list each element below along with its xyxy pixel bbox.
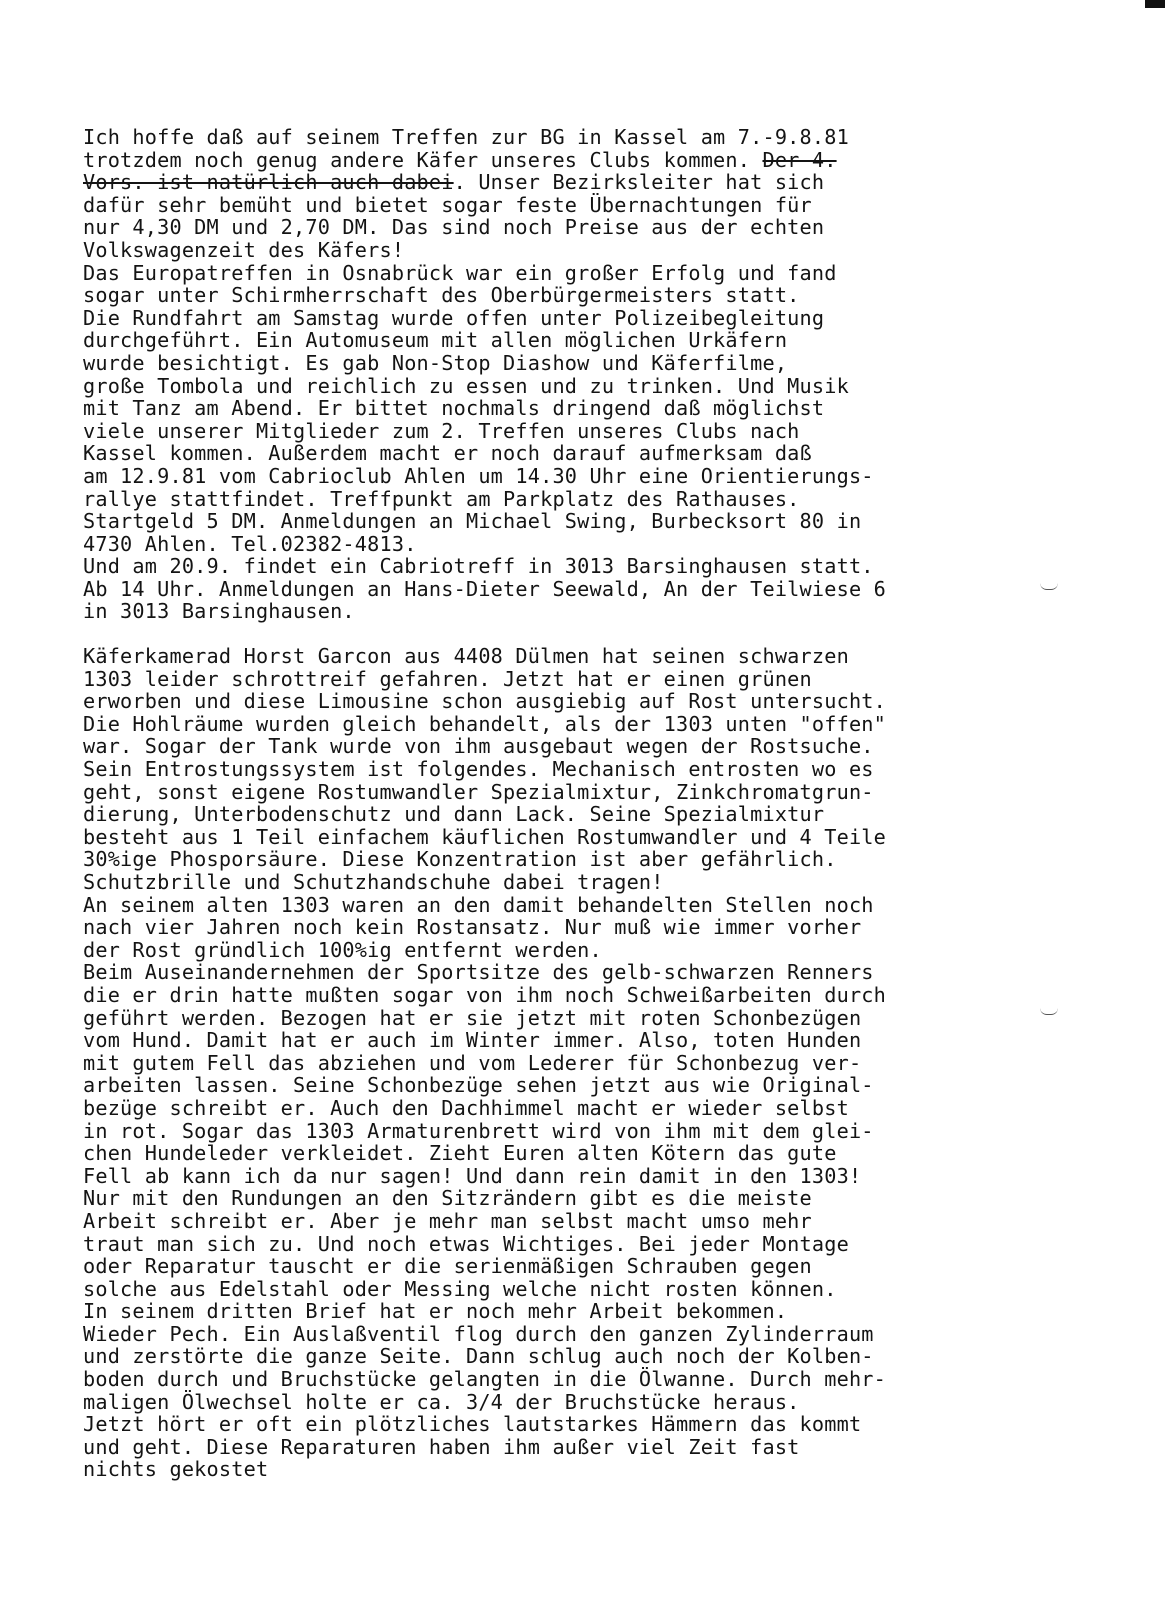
text-line xyxy=(83,262,1153,285)
text-line xyxy=(83,600,1153,623)
text-line xyxy=(83,329,1153,352)
line-text: Ab 14 Uhr. Anmeldungen an Hans-Dieter Seewald, An der Teilwiese 6 xyxy=(83,576,887,601)
text-line xyxy=(83,668,1153,691)
text-line xyxy=(83,352,1153,375)
line-text: mit Tanz am Abend. Er bittet nochmals dringend daß möglichst xyxy=(83,396,825,421)
text-line xyxy=(83,1300,1153,1323)
line-text: geht, sonst eigene Rostumwandler Spezialmixtur, Zinkchromatgrun- xyxy=(83,779,874,804)
line-text: sogar unter Schirmherrschaft des Oberbürgermeisters statt. xyxy=(83,283,800,308)
line-text: 1303 leider schrottreif gefahren. Jetzt hat er einen grünen xyxy=(83,666,812,691)
text-line xyxy=(83,713,1153,736)
line-text: in rot. Sogar das 1303 Armaturenbrett wird von ihm mit dem glei- xyxy=(83,1118,874,1143)
line-text: trotzdem noch genug andere Käfer unseres Clubs kommen. xyxy=(83,147,763,172)
document-body xyxy=(83,126,1153,1481)
line-text: boden durch und Bruchstücke gelangten in die Ölwanne. Durch mehr- xyxy=(83,1367,887,1392)
line-text: in 3013 Barsinghausen. xyxy=(83,599,355,624)
text-line xyxy=(83,984,1153,1007)
line-text: arbeiten lassen. Seine Schonbezüge sehen jetzt aus wie Original- xyxy=(83,1073,874,1098)
text-line xyxy=(83,1120,1153,1143)
text-line xyxy=(83,239,1153,262)
text-line xyxy=(83,939,1153,962)
line-text: An seinem alten 1303 waren an den damit behandelten Stellen noch xyxy=(83,892,874,917)
text-line xyxy=(83,442,1153,465)
text-line xyxy=(83,578,1153,601)
line-text: traut man sich zu. Und noch etwas Wichtiges. Bei jeder Montage xyxy=(83,1231,849,1256)
line-text: chen Hundeleder verkleidet. Zieht Euren alten Kötern das gute xyxy=(83,1141,837,1166)
line-text: bezüge schreibt er. Auch den Dachhimmel macht er wieder selbst xyxy=(83,1095,849,1120)
text-line xyxy=(83,961,1153,984)
line-text: wurde besichtigt. Es gab Non-Stop Diashow und Käferfilme, xyxy=(83,350,788,375)
line-text: oder Reparatur tauscht er die serienmäßigen Schrauben gegen xyxy=(83,1254,812,1279)
line-text: Arbeit schreibt er. Aber je mehr man selbst macht umso mehr xyxy=(83,1208,812,1233)
line-text: solche aus Edelstahl oder Messing welche nicht rosten können. xyxy=(83,1276,837,1301)
line-text: nur 4,30 DM und 2,70 DM. Das sind noch Preise aus der echten xyxy=(83,215,825,240)
line-text: Schutzbrille und Schutzhandschuhe dabei tragen! xyxy=(83,870,664,894)
text-line xyxy=(83,1278,1153,1301)
text-line xyxy=(83,488,1153,511)
line-text: Und am 20.9. findet ein Cabriotreff in 3013 Barsinghausen statt. xyxy=(83,554,874,579)
line-text: In seinem dritten Brief hat er noch mehr Arbeit bekommen. xyxy=(83,1299,788,1324)
text-line xyxy=(83,216,1153,239)
text-line xyxy=(83,1436,1153,1459)
line-text: durchgeführt. Ein Automuseum mit allen möglichen Urkäfern xyxy=(83,328,788,353)
paragraph xyxy=(83,645,1153,1481)
line-text: Die Rundfahrt am Samstag wurde offen unter Polizeibegleitung xyxy=(83,305,825,330)
line-text: Käferkamerad Horst Garcon aus 4408 Dülmen hat seinen schwarzen xyxy=(83,644,849,669)
text-line xyxy=(83,1233,1153,1256)
text-line xyxy=(83,149,1153,172)
text-line xyxy=(83,826,1153,849)
line-text: viele unserer Mitglieder zum 2. Treffen unseres Clubs nach xyxy=(83,418,800,443)
text-line xyxy=(83,803,1153,826)
text-line xyxy=(83,555,1153,578)
line-text: Wieder Pech. Ein Auslaßventil flog durch den ganzen Zylinderraum xyxy=(83,1321,874,1346)
line-text: Startgeld 5 DM. Anmeldungen an Michael Swing, Burbecksort 80 in xyxy=(83,509,862,534)
text-line xyxy=(83,871,1153,894)
text-line xyxy=(83,758,1153,781)
text-line xyxy=(83,397,1153,420)
line-text: Nur mit den Rundungen an den Sitzrändern gibt es die meiste xyxy=(83,1186,812,1211)
line-text: geführt werden. Bezogen hat er sie jetzt mit roten Schonbezügen xyxy=(83,1005,862,1030)
text-line xyxy=(83,375,1153,398)
text-line xyxy=(83,1255,1153,1278)
line-text: Sein Entrostungssystem ist folgendes. Mechanisch entrosten wo es xyxy=(83,757,874,782)
text-line xyxy=(83,1345,1153,1368)
line-text: Das Europatreffen in Osnabrück war ein großer Erfolg und fand xyxy=(83,260,837,285)
text-line xyxy=(83,1323,1153,1346)
text-line xyxy=(83,1391,1153,1414)
text-line xyxy=(83,420,1153,443)
line-text: Die Hohlräume wurden gleich behandelt, als der 1303 unten "offen" xyxy=(83,711,887,736)
line-text: dierung, Unterbodenschutz und dann Lack. Seine Spezialmixtur xyxy=(83,802,825,827)
text-line xyxy=(83,1007,1153,1030)
line-text: der Rost gründlich 100%ig entfernt werden. xyxy=(83,937,602,962)
line-text: Jetzt hört er oft ein plötzliches lautstarkes Hämmern das kommt xyxy=(83,1412,862,1437)
line-text: erworben und diese Limousine schon ausgiebig auf Rost untersucht. xyxy=(83,689,887,714)
text-line xyxy=(83,690,1153,713)
text-line xyxy=(83,848,1153,871)
line-text: rallye stattfindet. Treffpunkt am Parkplatz des Rathauses. xyxy=(83,486,800,511)
line-text: 4730 Ahlen. Tel.02382-4813. xyxy=(83,531,417,556)
line-text: Volkswagenzeit des Käfers! xyxy=(83,237,405,262)
text-line xyxy=(83,1074,1153,1097)
line-text: mit gutem Fell das abziehen und vom Lederer für Schonbezug ver- xyxy=(83,1050,862,1075)
line-text: Fell ab kann ich da nur sagen! Und dann rein damit in den 1303! xyxy=(83,1163,862,1188)
text-line xyxy=(83,916,1153,939)
text-line xyxy=(83,1458,1153,1481)
line-text: und zerstörte die ganze Seite. Dann schlug auch noch der Kolben- xyxy=(83,1344,874,1369)
line-text: die er drin hatte mußten sogar von ihm noch Schweißarbeiten durch xyxy=(83,982,887,1007)
text-line xyxy=(83,1413,1153,1436)
line-text: 30%ige Phosporsäure. Diese Konzentration ist aber gefährlich. xyxy=(83,847,837,872)
line-text: nichts gekostet xyxy=(83,1457,269,1482)
line-text: war. Sogar der Tank wurde von ihm ausgebaut wegen der Rostsuche. xyxy=(83,734,874,759)
text-line xyxy=(83,533,1153,556)
text-line xyxy=(83,126,1153,149)
text-line xyxy=(83,1210,1153,1233)
line-text: besteht aus 1 Teil einfachem käuflichen Rostumwandler und 4 Teile xyxy=(83,824,887,849)
text-line xyxy=(83,194,1153,217)
text-line xyxy=(83,894,1153,917)
paragraph xyxy=(83,126,1153,623)
line-text: vom Hund. Damit hat er auch im Winter immer. Also, toten Hunden xyxy=(83,1028,862,1053)
text-line xyxy=(83,307,1153,330)
line-text: und geht. Diese Reparaturen haben ihm außer viel Zeit fast xyxy=(83,1434,800,1459)
text-line xyxy=(83,284,1153,307)
line-text: Beim Auseinandernehmen der Sportsitze des gelb-schwarzen Renners xyxy=(83,960,874,985)
line-text: Kassel kommen. Außerdem macht er noch darauf aufmerksam daß xyxy=(83,441,812,466)
line-text: maligen Ölwechsel holte er ca. 3/4 der Bruchstücke heraus. xyxy=(83,1389,800,1414)
text-line xyxy=(83,1165,1153,1188)
text-line xyxy=(83,1142,1153,1165)
corner-scan-mark xyxy=(1145,0,1165,8)
text-line xyxy=(83,510,1153,533)
text-line xyxy=(83,465,1153,488)
text-line xyxy=(83,781,1153,804)
line-text: nach vier Jahren noch kein Rostansatz. Nur muß wie immer vorher xyxy=(83,915,862,940)
text-line xyxy=(83,1052,1153,1075)
text-line xyxy=(83,1097,1153,1120)
line-text: am 12.9.81 vom Cabrioclub Ahlen um 14.30 Uhr eine Orientierungs- xyxy=(83,463,874,488)
line-text: große Tombola und reichlich zu essen und zu trinken. Und Musik xyxy=(83,373,849,398)
text-line xyxy=(83,1029,1153,1052)
text-line xyxy=(83,735,1153,758)
line-text: . Unser Bezirksleiter hat sich xyxy=(453,170,825,195)
struck-text: Vors. ist natürlich auch dabei xyxy=(83,170,454,195)
text-line xyxy=(83,1368,1153,1391)
struck-text: Der 4. xyxy=(762,147,837,172)
text-line xyxy=(83,171,1153,194)
text-line xyxy=(83,1187,1153,1210)
text-line xyxy=(83,645,1153,668)
line-text: dafür sehr bemüht und bietet sogar feste Übernachtungen für xyxy=(83,192,812,217)
line-text: Ich hoffe daß auf seinem Treffen zur BG in Kassel am 7.-9.8.81 xyxy=(83,125,849,149)
